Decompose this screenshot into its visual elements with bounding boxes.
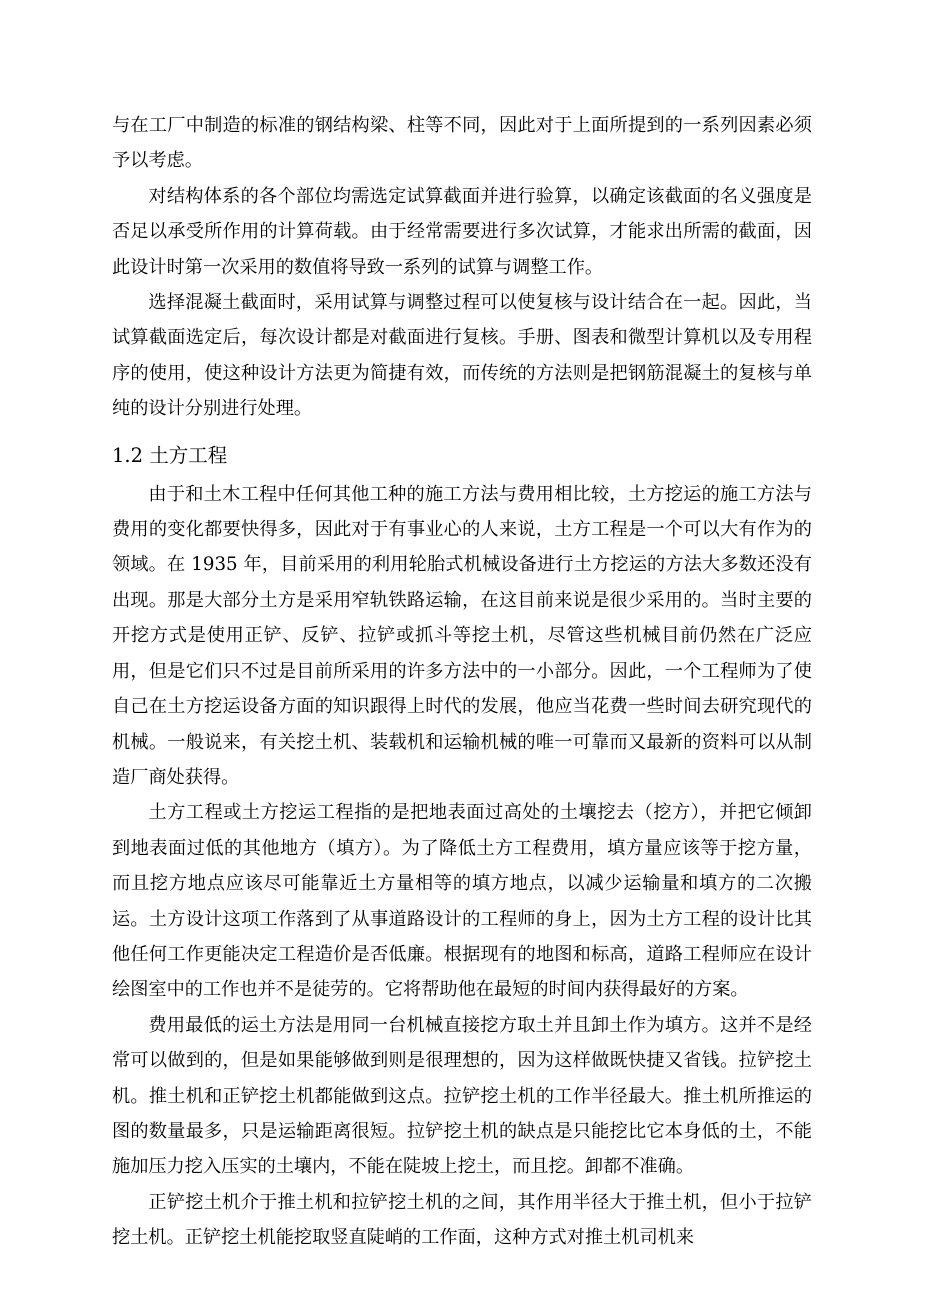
- paragraph: 与在工厂中制造的标准的钢结构梁、柱等不同，因此对于上面所提到的一系列因素必须予以考虑。: [112, 115, 812, 172]
- document-body: [112, 108, 812, 1256]
- paragraph: 正铲挖土机介于推土机和拉铲挖土机的之间，其作用半径大于推土机，但小于拉铲挖土机。正铲挖土机能挖取竖直陡峭的工作面，这种方式对推土机司机来: [112, 1191, 812, 1249]
- paragraph: 对结构体系的各个部位均需选定试算截面并进行验算，以确定该截面的名义强度是否足以承受所作用的计算荷载。由于经常需要进行多次试算，才能求出所需的截面，因此设计时第一次采用的数值将导致一系列的试算与调整工作。: [112, 185, 812, 278]
- paragraph: 费用最低的运土方法是用同一台机械直接挖方取土并且卸土作为填方。这并不是经常可以做到的，但是如果能够做到则是很理想的，因为这样做既快捷又省钱。拉铲挖土机。推土机和正铲挖土机都能做到这点。拉铲挖土机的工作半径最大。推土机所推运的图的数量最多，只是运输距离很短。拉铲挖土机的缺点是只能挖比它本身低的土，不能施加压力挖入压实的土壤内，不能在陡坡上挖土，而且挖。卸都不准确。: [112, 1014, 812, 1178]
- paragraph: 选择混凝土截面时，采用试算与调整过程可以使复核与设计结合在一起。因此，当试算截面选定后，每次设计都是对截面进行复核。手册、图表和微型计算机以及专用程序的使用，使这种设计方法更为简捷有效，而传统的方法则是把钢筋混凝土的复核与单纯的设计分别进行处理。: [112, 292, 812, 420]
- section-heading: 1.2 土方工程: [112, 443, 228, 467]
- paragraph: 由于和土木工程中任何其他工种的施工方法与费用相比较，土方挖运的施工方法与费用的变化都要快得多，因此对于有事业心的人来说，土方工程是一个可以大有作为的领域。在 1935 年，目前采用的利用轮胎式机械设备进行土方挖运的方法大多数还没有出现。那是大部分土方是采用窄轨铁路运输，在这目前来说是很少采用的。当时主要的开挖方式是使用正铲、反铲、拉铲或抓斗等挖土机，尽管这些机械目前仍然在广泛应用，但是它们只不过是目前所采用的许多方法中的一小部分。因此，一个工程师为了使自己在土方挖运设备方面的知识跟得上时代的发展，他应当花费一些时间去研究现代的机械。一般说来，有关挖土机、装载机和运输机械的唯一可靠而又最新的资料可以从制造厂商处获得。: [112, 483, 812, 788]
- paragraph: 土方工程或土方挖运工程指的是把地表面过高处的土壤挖去（挖方），并把它倾卸到地表面过低的其他地方（填方）。为了降低土方工程费用，填方量应该等于挖方量，而且挖方地点应该尽可能靠近土方量相等的填方地点，以减少运输量和填方的二次搬运。土方设计这项工作落到了从事道路设计的工程师的身上，因为土方工程的设计比其他任何工作更能决定工程造价是否低廉。根据现有的地图和标高，道路工程师应在设计绘图室中的工作也并不是徒劳的。它将帮助他在最短的时间内获得最好的方案。: [112, 802, 812, 1001]
